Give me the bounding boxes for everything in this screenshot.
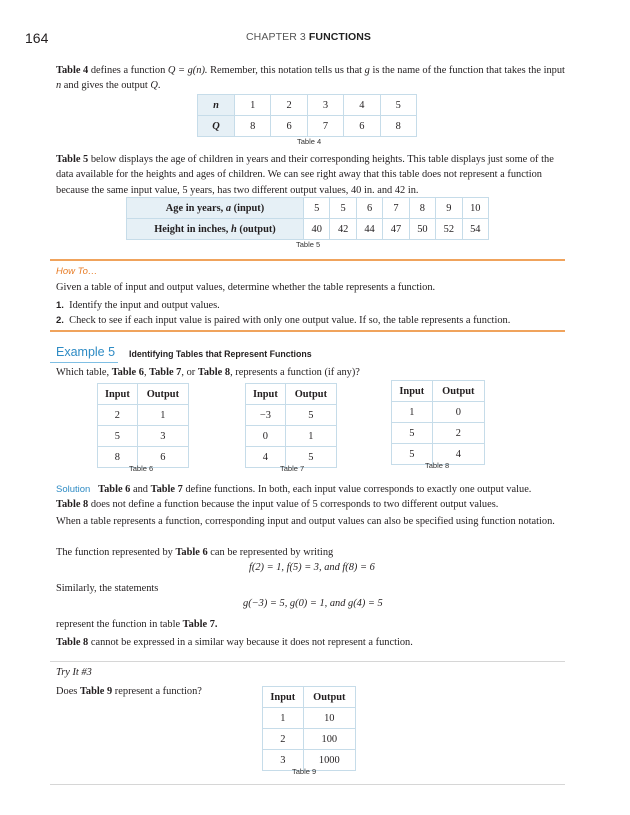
table-cell: 44 [356, 219, 382, 240]
text: . [157, 80, 161, 92]
table-row [127, 219, 489, 240]
table-row [263, 708, 356, 729]
page-number: 164 [25, 30, 49, 46]
equation-f: f(2) = 1, f(5) = 3, and f(8) = 6 [249, 562, 375, 573]
table-cell: 100 [303, 729, 355, 750]
howto-step-2: 2. Check to see if each input value is paired with only one output value. If so, the table represents a function. [56, 315, 511, 326]
table-cell: 10 [303, 708, 355, 729]
table-cell: 8 [409, 198, 435, 219]
table-header: Input [98, 384, 138, 405]
table-cell: 5 [330, 198, 356, 219]
var-n: n [56, 80, 62, 92]
equation-g: g(−3) = 5, g(0) = 1, and g(4) = 5 [243, 598, 383, 609]
table-cell: 3 [137, 426, 188, 447]
table-9-caption: Table 9 [292, 767, 317, 776]
table-cell: 2 [271, 95, 307, 116]
ref-table5: Table 5 [56, 154, 89, 165]
howto-label: How To… [56, 266, 98, 277]
table-cell: 0 [246, 426, 286, 447]
example-question: Which table, Table 6, Table 7, or Table 8, represents a function (if any)? [56, 367, 360, 378]
table-8 [391, 380, 485, 465]
table-row [198, 116, 417, 137]
example-underline [50, 362, 118, 363]
table-cell: −3 [246, 405, 286, 426]
table-row [392, 423, 485, 444]
table-cell: 3 [263, 750, 304, 771]
table-8-caption: Table 8 [425, 461, 450, 470]
table-cell: 1 [263, 708, 304, 729]
table-cell: 7 [383, 198, 409, 219]
table-cell: 5 [285, 405, 336, 426]
table-row [392, 402, 485, 423]
tryit-bottom-rule [50, 784, 565, 785]
table-cell: 10 [462, 198, 488, 219]
table-4 [197, 94, 417, 137]
text: is the name of the function that takes the input [369, 65, 565, 76]
table-header: Output [137, 384, 188, 405]
table-cell: 5 [285, 447, 336, 468]
table-row [127, 198, 489, 219]
table-cell: 0 [432, 402, 484, 423]
table-row [246, 384, 337, 405]
table-header: Age in years, a (input) [127, 198, 304, 219]
table-cell: 1 [392, 402, 433, 423]
table5-paragraph [56, 152, 571, 198]
table-header: Input [263, 687, 304, 708]
table-header: Output [432, 381, 484, 402]
text: defines a function [88, 65, 168, 76]
table-header: n [198, 95, 235, 116]
table-9 [262, 686, 356, 771]
table-cell: 9 [436, 198, 462, 219]
table-7 [245, 383, 337, 468]
table-header: Input [392, 381, 433, 402]
table-cell: 6 [356, 198, 382, 219]
solution-paragraph-6: Table 8 cannot be expressed in a similar way because it does not represent a function. [56, 637, 413, 648]
text: Remember, this notation tells us that [207, 65, 365, 76]
table-row [263, 687, 356, 708]
table-cell: 6 [271, 116, 307, 137]
table-5 [126, 197, 489, 240]
solution-paragraph-4: Similarly, the statements [56, 583, 159, 594]
table-cell: 2 [98, 405, 138, 426]
table-6 [97, 383, 189, 468]
table-header: Q [198, 116, 235, 137]
table-4-caption: Table 4 [297, 137, 322, 146]
table-cell: 42 [330, 219, 356, 240]
table-cell: 1 [137, 405, 188, 426]
text: and gives the output [61, 80, 151, 92]
table-row [98, 426, 189, 447]
table-cell: 47 [383, 219, 409, 240]
table-cell: 1000 [303, 750, 355, 771]
solution-paragraph: Solution Table 6 and Table 7 define functions. In both, each input value corresponds to exactly one output value. Table 8 does not define a function because the input value of 5 corresponds to two different output values. [56, 484, 532, 511]
table-cell: 8 [235, 116, 271, 137]
table-cell: 4 [344, 95, 380, 116]
equation: Q = g(n). [167, 65, 208, 76]
table-cell: 54 [462, 219, 488, 240]
table-header: Output [285, 384, 336, 405]
var-g: g [364, 65, 370, 76]
table-cell: 1 [285, 426, 336, 447]
solution-paragraph-2: When a table represents a function, corresponding input and output values can also be specified using function notation. [56, 516, 555, 527]
table-7-caption: Table 7 [280, 464, 305, 473]
table-5-caption: Table 5 [296, 240, 321, 249]
tryit-label: Try It #3 [56, 667, 92, 678]
table-row [392, 381, 485, 402]
table-cell: 50 [409, 219, 435, 240]
table-cell: 5 [392, 423, 433, 444]
table-cell: 52 [436, 219, 462, 240]
table-header: Height in inches, h (output) [127, 219, 304, 240]
table-cell: 3 [307, 95, 343, 116]
table-row [246, 405, 337, 426]
table-row [263, 729, 356, 750]
table-cell: 5 [98, 426, 138, 447]
example-title: Identifying Tables that Represent Functions [129, 349, 312, 359]
table-header: Output [303, 687, 355, 708]
table-6-caption: Table 6 [129, 464, 154, 473]
text: below displays the age of children in years and their corresponding heights. This table displays just some of the data available for the heights and ages of children. We can see right away that this table does not represent a function because the same input value, 5 years, has two different output values, 40 in. and 42 in. [56, 154, 554, 196]
solution-label: Solution [56, 484, 91, 495]
table-row [98, 384, 189, 405]
table-row [98, 405, 189, 426]
intro-paragraph [56, 63, 571, 94]
chapter-title: FUNCTIONS [308, 31, 372, 43]
howto-intro: Given a table of input and output values, determine whether the table represents a function. [56, 282, 436, 293]
table-cell: 8 [98, 447, 138, 468]
table-cell: 6 [344, 116, 380, 137]
table-cell: 4 [246, 447, 286, 468]
table-header: Input [246, 384, 286, 405]
table-cell: 4 [432, 444, 484, 465]
table-row [198, 95, 417, 116]
table-cell: 5 [304, 198, 330, 219]
table-cell: 6 [137, 447, 188, 468]
solution-paragraph-5: represent the function in table Table 7. [56, 619, 218, 630]
table-row [246, 426, 337, 447]
howto-top-rule [50, 259, 565, 261]
table-cell: 7 [307, 116, 343, 137]
table-cell: 1 [235, 95, 271, 116]
running-head [246, 31, 371, 43]
table-cell: 5 [392, 444, 433, 465]
table-cell: 40 [304, 219, 330, 240]
howto-bottom-rule [50, 330, 565, 332]
chapter-label: CHAPTER 3 [246, 31, 306, 43]
table-cell: 5 [380, 95, 416, 116]
example-label: Example 5 [56, 345, 116, 359]
howto-step-1: 1. Identify the input and output values. [56, 300, 220, 311]
var-q: Q [150, 80, 158, 92]
table-cell: 8 [380, 116, 416, 137]
tryit-top-rule [50, 661, 565, 662]
ref-table4: Table 4 [56, 65, 89, 76]
table-cell: 2 [432, 423, 484, 444]
table-cell: 2 [263, 729, 304, 750]
tryit-question: Does Table 9 represent a function? [56, 686, 202, 697]
solution-paragraph-3: The function represented by Table 6 can be represented by writing [56, 547, 334, 558]
